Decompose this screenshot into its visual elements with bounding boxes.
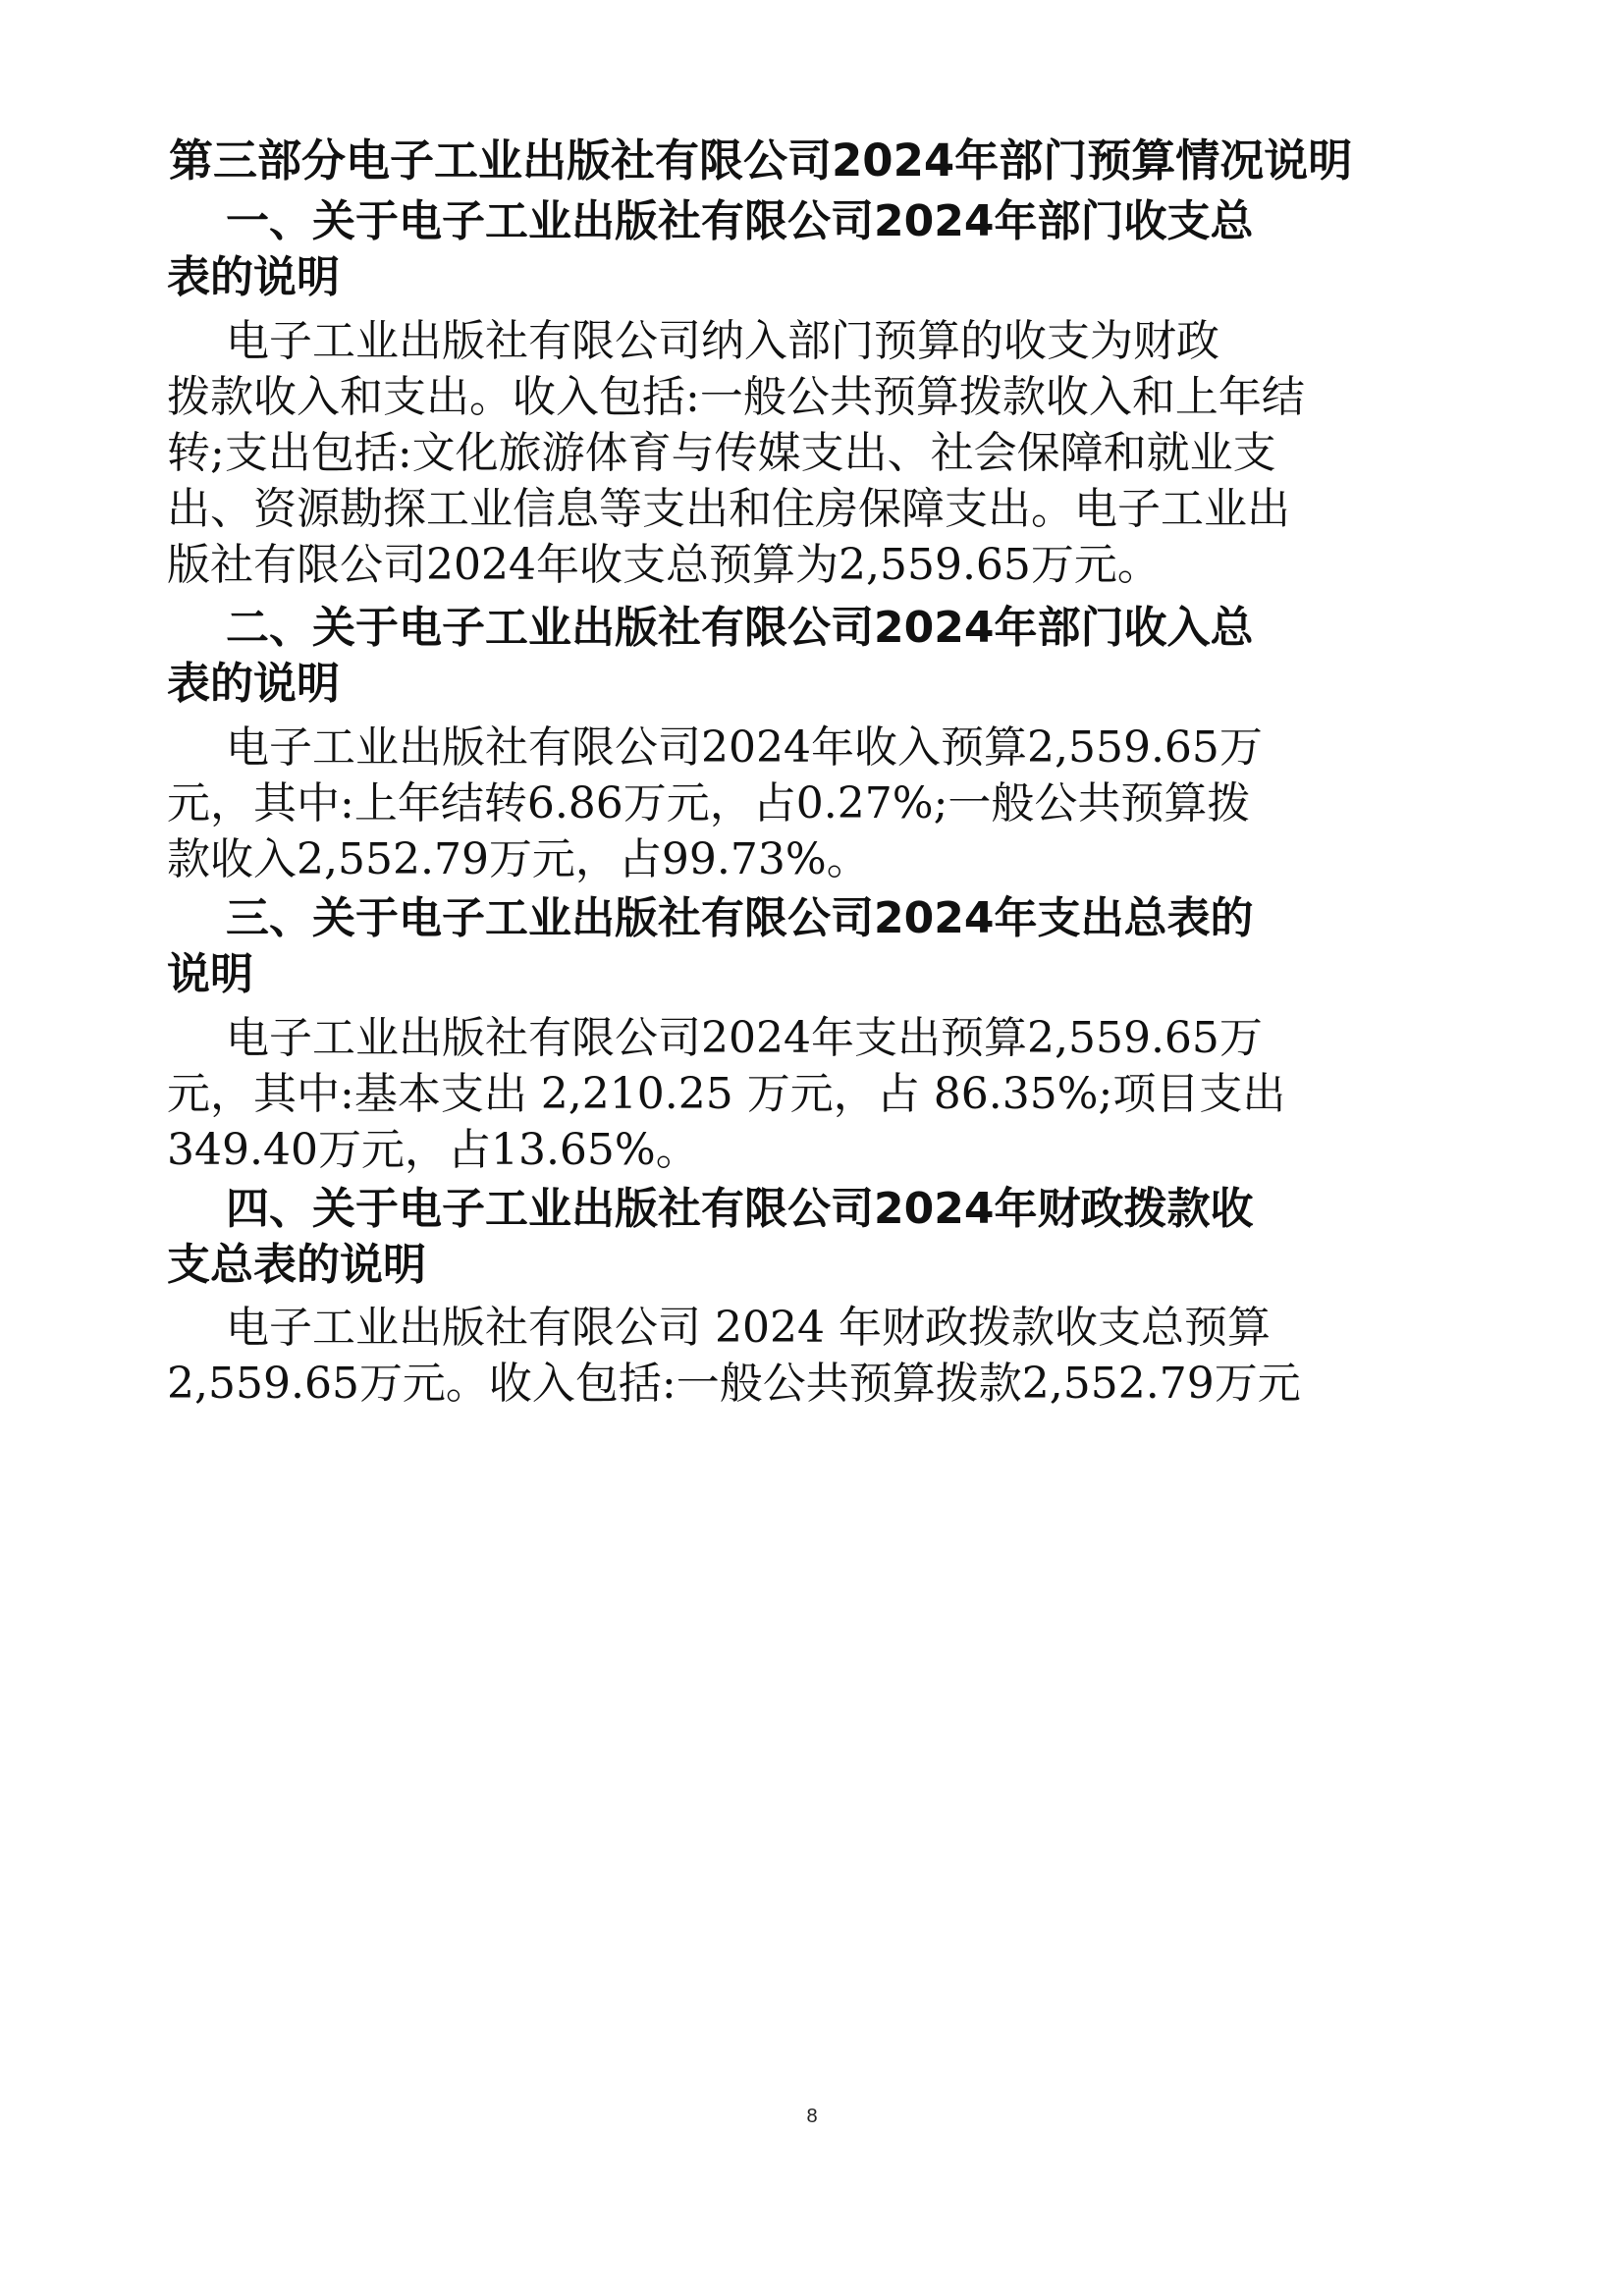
section-3-paragraph-line-2: 元，其中:基本支出 2,210.25 万元，占 86.35%;项目支出 xyxy=(167,1069,1286,1119)
section-2-paragraph-line-2: 元，其中:上年结转6.86万元，占0.27%;一般公共预算拨 xyxy=(167,778,1251,828)
section-1-paragraph-line-4: 出、资源勘探工业信息等支出和住房保障支出。电子工业出 xyxy=(167,484,1290,534)
section-3-paragraph-line-3: 349.40万元，占13.65%。 xyxy=(167,1125,699,1175)
section-1-heading-line-1: 一、关于电子工业出版社有限公司2024年部门收支总 xyxy=(226,196,1254,246)
section-1-paragraph-line-5: 版社有限公司2024年收支总预算为2,559.65万元。 xyxy=(167,540,1161,590)
section-1-heading-line-2: 表的说明 xyxy=(167,252,340,302)
section-2-heading-line-1: 二、关于电子工业出版社有限公司2024年部门收入总 xyxy=(226,603,1254,653)
page-number: 8 xyxy=(806,2106,818,2127)
section-3-heading-line-2: 说明 xyxy=(167,949,253,999)
section-3-paragraph-line-1: 电子工业出版社有限公司2024年支出预算2,559.65万 xyxy=(226,1013,1263,1063)
section-4-paragraph-line-1: 电子工业出版社有限公司 2024 年财政拨款收支总预算 xyxy=(226,1303,1271,1353)
section-1-paragraph-line-2: 拨款收入和支出。收入包括:一般公共预算拨款收入和上年结 xyxy=(167,372,1305,422)
section-2-paragraph-line-1: 电子工业出版社有限公司2024年收入预算2,559.65万 xyxy=(226,722,1263,773)
section-1-paragraph-line-1: 电子工业出版社有限公司纳入部门预算的收支为财政 xyxy=(226,316,1219,366)
section-4-heading-line-1: 四、关于电子工业出版社有限公司2024年财政拨款收 xyxy=(226,1184,1254,1234)
document-title: 第三部分电子工业出版社有限公司2024年部门预算情况说明 xyxy=(169,134,1353,187)
section-4-heading-line-2: 支总表的说明 xyxy=(167,1240,426,1290)
section-4-paragraph-line-2: 2,559.65万元。收入包括:一般公共预算拨款2,552.79万元 xyxy=(167,1359,1301,1409)
section-2-paragraph-line-3: 款收入2,552.79万元，占99.73%。 xyxy=(167,834,870,884)
section-3-heading-line-1: 三、关于电子工业出版社有限公司2024年支出总表的 xyxy=(226,893,1254,943)
section-2-heading-line-2: 表的说明 xyxy=(167,659,340,709)
section-1-paragraph-line-3: 转;支出包括:文化旅游体育与传媒支出、社会保障和就业支 xyxy=(167,428,1276,478)
